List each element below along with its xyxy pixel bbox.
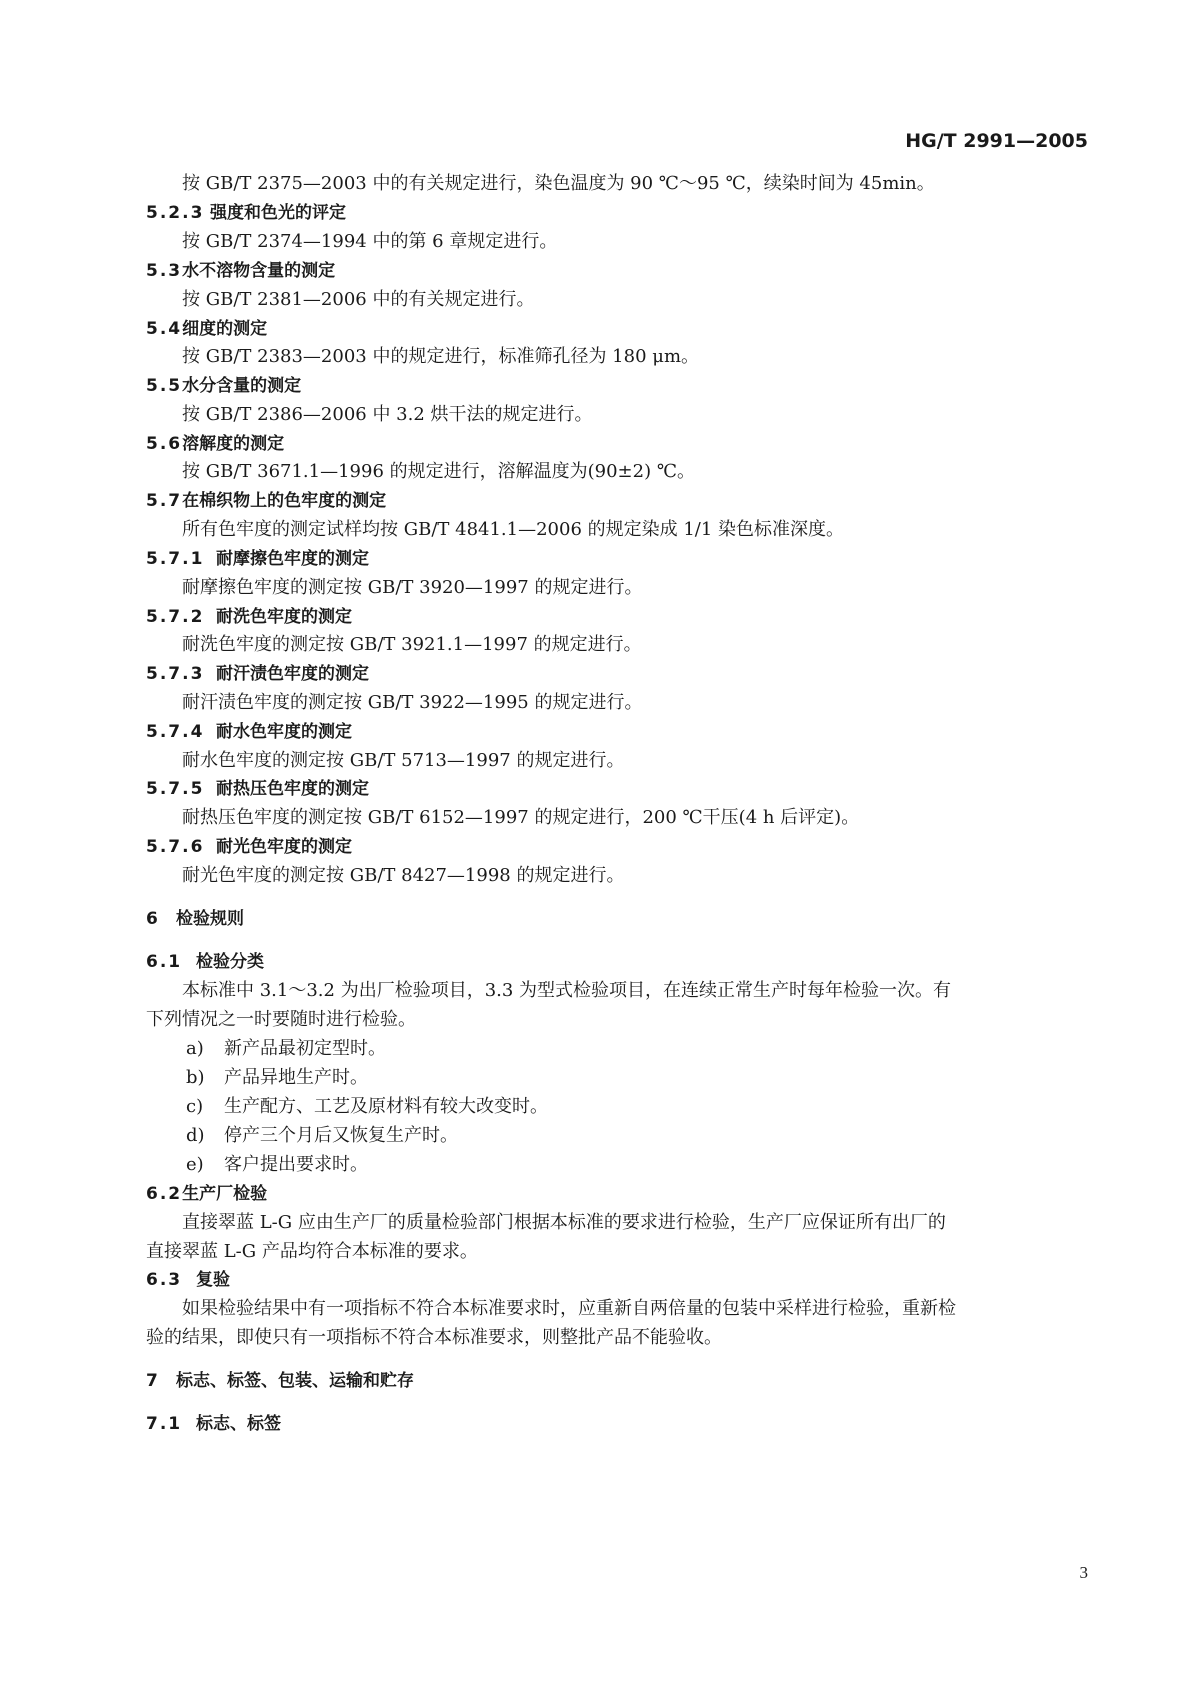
heading-number: 6 [146,909,160,929]
heading-5-7-1 [146,547,369,571]
paragraph-line: 耐热压色牢度的测定按 GB/T 6152—1997 的规定进行，200 ℃干压(4 h 后评定)。 [182,807,860,828]
list-item [186,1153,368,1177]
list-item-text: 客户提出要求时。 [224,1154,368,1175]
list-item-label: d) [186,1125,205,1146]
heading-5-7-4 [146,720,352,744]
heading-5-2-3 [146,201,346,225]
list-item-text: 停产三个月后又恢复生产时。 [224,1125,458,1146]
paragraph-line: 本标准中 3.1～3.2 为出厂检验项目，3.3 为型式检验项目，在连续正常生产时每年检验一次。有 [182,980,952,1001]
heading-5-4 [146,317,267,341]
heading-number: 5.6 [146,434,183,454]
heading-5-7 [146,489,386,513]
heading-6 [146,907,244,931]
heading-title: 耐水色牢度的测定 [216,722,352,742]
heading-number: 5.7.4 [146,722,205,742]
heading-title: 标志、标签 [196,1414,281,1434]
heading-number: 5.7.3 [146,664,205,684]
heading-title: 耐热压色牢度的测定 [216,779,369,799]
heading-title: 强度和色光的评定 [210,203,346,223]
paragraph-line: 按 GB/T 2381—2006 中的有关规定进行。 [182,289,535,310]
heading-6-3 [146,1268,230,1292]
heading-title: 水分含量的测定 [182,376,302,396]
heading-5-7-5 [146,777,369,801]
heading-5-3 [146,259,335,283]
heading-7 [146,1369,414,1393]
paragraph-line: 下列情况之一时要随时进行检验。 [146,1009,416,1030]
paragraph-line: 耐汗渍色牢度的测定按 GB/T 3922—1995 的规定进行。 [182,692,643,713]
heading-5-6 [146,432,284,456]
heading-number: 6.2 [146,1184,183,1204]
heading-number: 5.2.3 [146,203,205,223]
list-item-label: b) [186,1067,205,1088]
paragraph-line: 耐水色牢度的测定按 GB/T 5713—1997 的规定进行。 [182,750,625,771]
heading-5-7-2 [146,605,352,629]
paragraph-line: 如果检验结果中有一项指标不符合本标准要求时，应重新自两倍量的包装中采样进行检验，重新检 [182,1298,956,1319]
paragraph-line: 直接翠蓝 L-G 应由生产厂的质量检验部门根据本标准的要求进行检验，生产厂应保证所有出厂的 [182,1212,946,1233]
heading-number: 7.1 [146,1414,183,1434]
heading-number: 5.3 [146,261,183,281]
paragraph-line: 按 GB/T 3671.1—1996 的规定进行，溶解温度为(90±2) ℃。 [182,461,695,482]
heading-title: 耐摩擦色牢度的测定 [216,549,369,569]
heading-5-7-3 [146,662,369,686]
standard-code: HG/T 2991—2005 [905,130,1088,152]
heading-number: 6.3 [146,1270,183,1290]
heading-title: 耐汗渍色牢度的测定 [216,664,369,684]
heading-title: 检验分类 [196,952,264,972]
heading-6-2 [146,1182,267,1206]
heading-title: 耐洗色牢度的测定 [216,607,352,627]
heading-title: 检验规则 [176,909,244,929]
heading-title: 耐光色牢度的测定 [216,837,352,857]
list-item-label: e) [186,1154,204,1175]
heading-7-1 [146,1412,281,1436]
paragraph-line: 耐摩擦色牢度的测定按 GB/T 3920—1997 的规定进行。 [182,577,643,598]
heading-title: 水不溶物含量的测定 [182,261,336,281]
heading-title: 复验 [196,1270,230,1290]
list-item-text: 新产品最初定型时。 [224,1038,386,1059]
list-item [186,1037,386,1061]
paragraph-line: 验的结果，即使只有一项指标不符合本标准要求，则整批产品不能验收。 [146,1327,722,1348]
page-number: 3 [1079,1563,1088,1582]
list-item-label: c) [186,1096,204,1117]
list-item [186,1095,548,1119]
heading-number: 5.4 [146,319,183,339]
paragraph-line: 直接翠蓝 L-G 产品均符合本标准的要求。 [146,1241,478,1262]
heading-number: 5.7.2 [146,607,205,627]
heading-number: 5.7 [146,491,183,511]
heading-title: 细度的测定 [182,319,268,339]
list-item-label: a) [186,1038,204,1059]
paragraph-line: 按 GB/T 2383—2003 中的规定进行，标准筛孔径为 180 μm。 [182,346,700,367]
heading-title: 在棉织物上的色牢度的测定 [182,491,387,511]
heading-5-7-6 [146,835,352,859]
paragraph-line: 按 GB/T 2375—2003 中的有关规定进行，染色温度为 90 ℃～95 ℃，续染时间为 45min。 [182,173,935,194]
heading-title: 标志、标签、包装、运输和贮存 [176,1371,414,1391]
heading-number: 7 [146,1371,160,1391]
list-item [186,1124,458,1148]
heading-number: 5.5 [146,376,183,396]
heading-number: 5.7.1 [146,549,205,569]
paragraph-line: 按 GB/T 2386—2006 中 3.2 烘干法的规定进行。 [182,404,593,425]
heading-6-1 [146,950,264,974]
heading-5-5 [146,374,301,398]
list-item [186,1066,368,1090]
heading-number: 5.7.5 [146,779,205,799]
heading-number: 6.1 [146,952,183,972]
list-item-text: 生产配方、工艺及原材料有较大改变时。 [224,1096,548,1117]
heading-title: 溶解度的测定 [182,434,285,454]
paragraph-line: 耐洗色牢度的测定按 GB/T 3921.1—1997 的规定进行。 [182,634,642,655]
paragraph-line: 耐光色牢度的测定按 GB/T 8427—1998 的规定进行。 [182,865,625,886]
list-item-text: 产品异地生产时。 [224,1067,368,1088]
paragraph-line: 按 GB/T 2374—1994 中的第 6 章规定进行。 [182,231,558,252]
heading-title: 生产厂检验 [182,1184,268,1204]
paragraph-line: 所有色牢度的测定试样均按 GB/T 4841.1—2006 的规定染成 1/1 染色标准深度。 [182,519,845,540]
heading-number: 5.7.6 [146,837,205,857]
